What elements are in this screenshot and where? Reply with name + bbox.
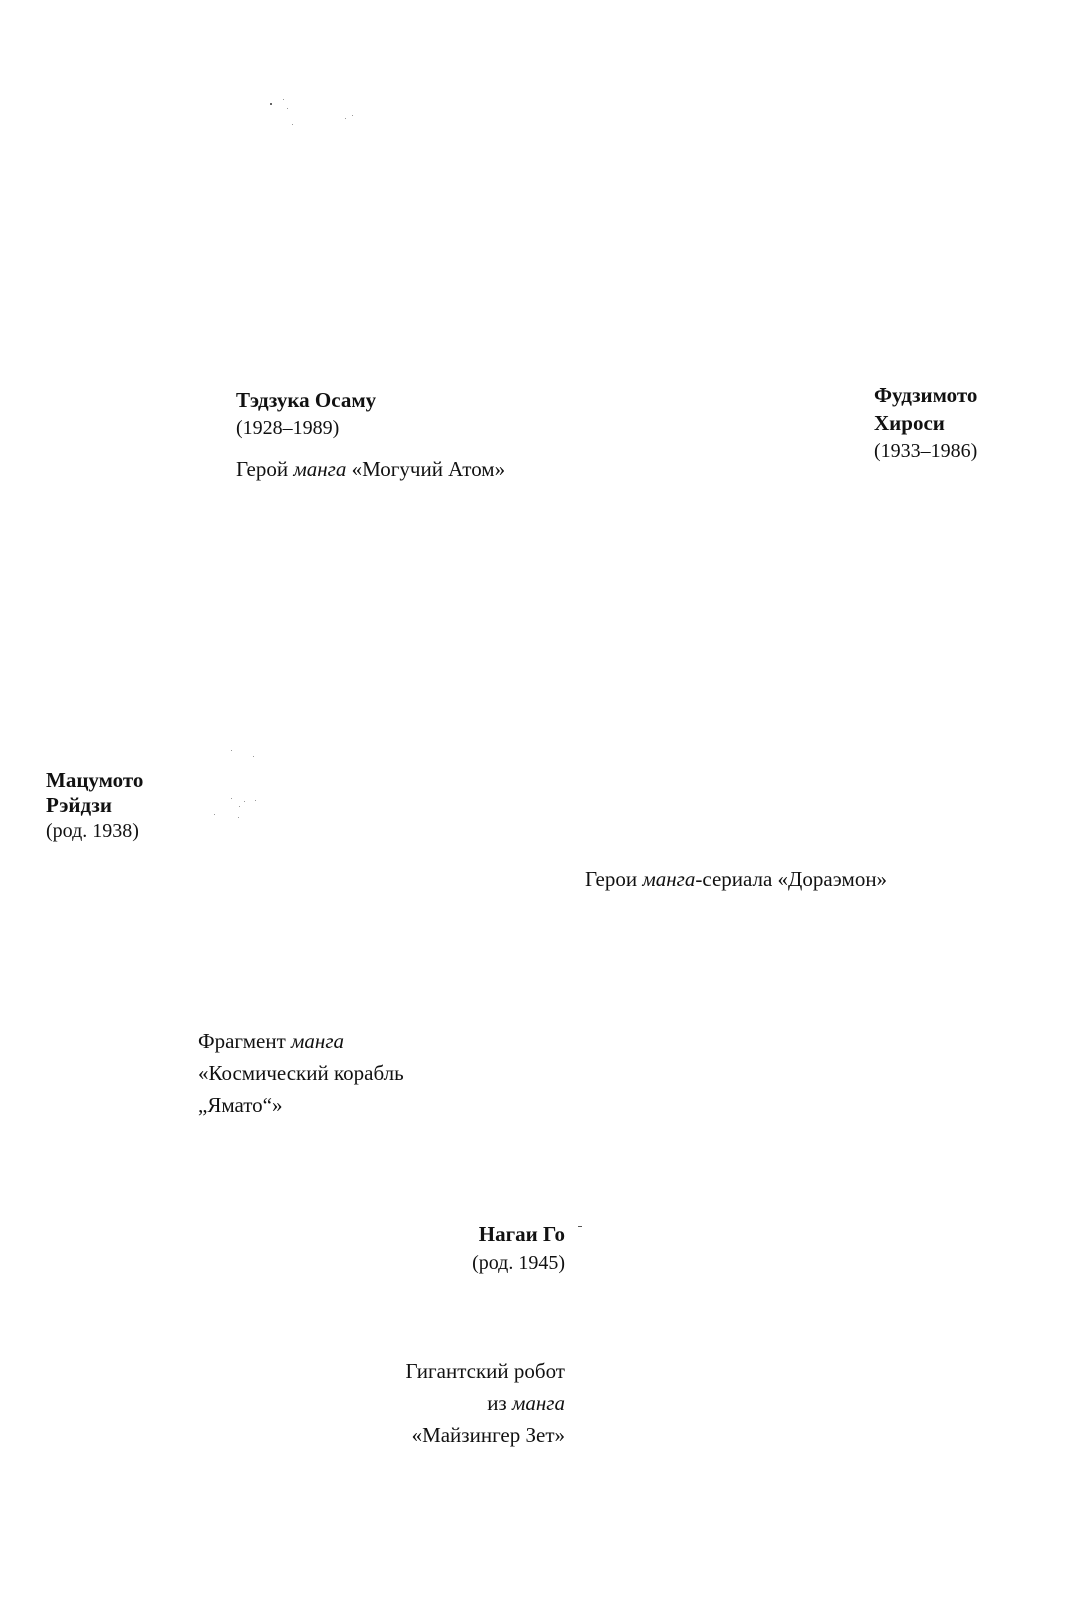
matsumoto-name-line2: Рэйдзи xyxy=(46,793,112,817)
yamato-line1-pre: Фрагмент xyxy=(198,1029,292,1053)
nagai-name: Нагаи Го xyxy=(478,1222,565,1246)
fujimoto-block xyxy=(874,383,977,464)
tezuka-years: (1928–1989) xyxy=(236,417,340,439)
scan-speck xyxy=(345,118,346,119)
scan-dash xyxy=(578,1226,582,1227)
scan-speck xyxy=(283,99,284,100)
fujimoto-years: (1933–1986) xyxy=(874,440,978,462)
scan-speck xyxy=(239,806,240,807)
scan-speck xyxy=(231,750,232,751)
yamato-line1 xyxy=(198,1025,404,1057)
scan-speck xyxy=(244,801,245,802)
yamato-line1-em: манга xyxy=(291,1029,345,1053)
doraemon-caption-em: манга xyxy=(642,867,696,891)
tezuka-caption xyxy=(236,453,505,485)
doraemon-caption-pre: Герои xyxy=(585,867,643,891)
doraemon-caption xyxy=(585,863,887,895)
mazinger-caption xyxy=(405,1355,565,1451)
scan-speck xyxy=(214,814,215,815)
yamato-line3: „Ямато“» xyxy=(198,1093,283,1117)
tezuka-name: Тэдзука Осаму xyxy=(236,388,377,412)
scan-speck xyxy=(352,115,353,116)
scan-speck xyxy=(253,756,254,757)
mazinger-line2 xyxy=(405,1387,565,1419)
matsumoto-name-line1: Мацумото xyxy=(46,768,144,792)
mazinger-line2-em: манга xyxy=(511,1391,565,1415)
scan-speck xyxy=(287,108,288,109)
tezuka-caption-pre: Герой xyxy=(236,457,294,481)
doraemon-caption-post: -сериала «Дораэмон» xyxy=(695,867,888,891)
tezuka-block xyxy=(236,388,505,485)
tezuka-caption-post: «Могучий Атом» xyxy=(346,457,506,481)
nagai-block xyxy=(472,1222,565,1276)
yamato-caption xyxy=(198,1025,404,1121)
mazinger-line3: «Майзингер Зет» xyxy=(411,1423,565,1447)
matsumoto-years: (род. 1938) xyxy=(46,820,139,842)
tezuka-caption-em: манга xyxy=(293,457,347,481)
yamato-line2: «Космический корабль xyxy=(198,1061,404,1085)
mazinger-line2-pre: из xyxy=(487,1391,512,1415)
fujimoto-name-line1: Фудзимото xyxy=(874,383,978,407)
mazinger-line1: Гигантский робот xyxy=(405,1359,565,1383)
scan-speck xyxy=(238,817,239,818)
scan-speck xyxy=(292,124,293,125)
nagai-years: (род. 1945) xyxy=(472,1252,565,1274)
fujimoto-name-line2: Хироси xyxy=(874,411,945,435)
scan-speck xyxy=(231,798,232,799)
scan-speck xyxy=(255,800,256,801)
scan-speck xyxy=(270,103,272,105)
matsumoto-block xyxy=(46,768,143,844)
